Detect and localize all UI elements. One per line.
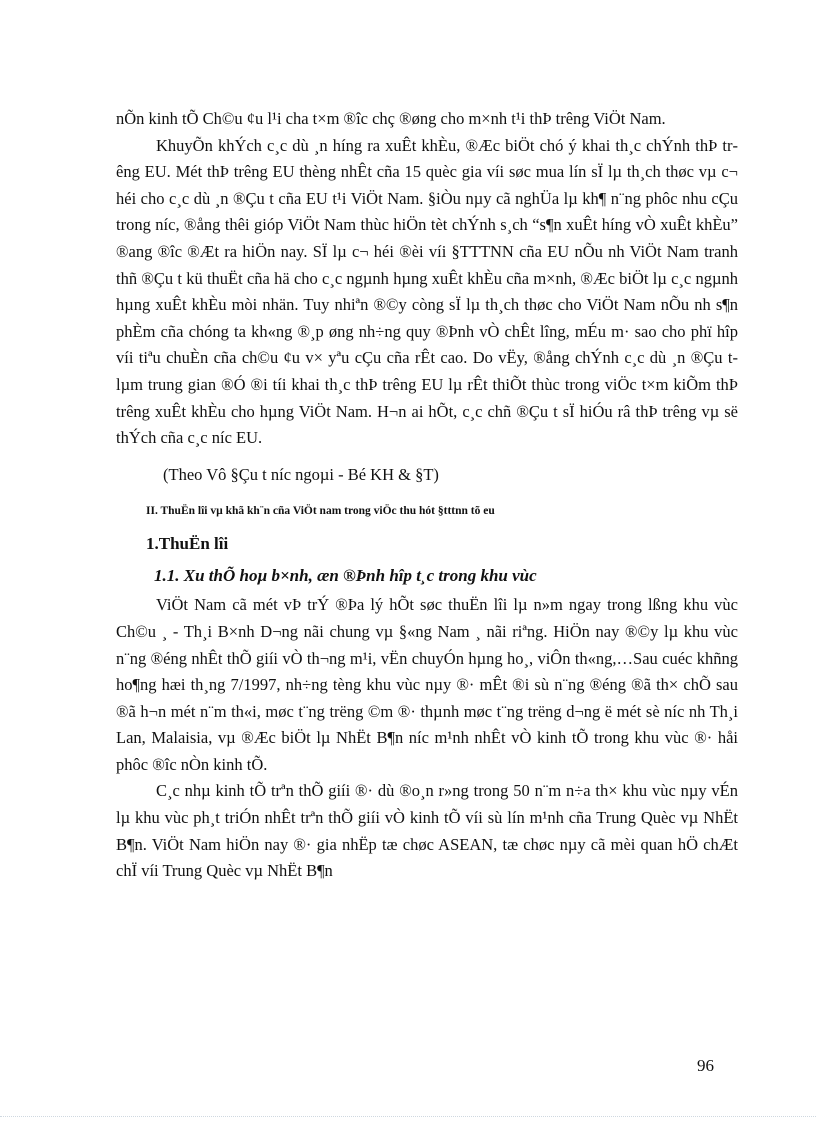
paragraph-1: nÕn kinh tÕ Ch©u ¢u l¹i cha t×m ®îc chç ®øng cho m×nh t¹i thÞ trêng ViÖt Nam. xyxy=(116,109,666,128)
page-bottom-divider xyxy=(0,1116,816,1117)
sub-heading: 1.ThuËn lîi xyxy=(146,534,229,554)
paragraph-3: ViÖt Nam cã mét vÞ trÝ ®Þa lý hÕt søc thuËn lîi lµ n»m ngay trong lßng khu vùc Ch©u ¸ - Th¸i B×nh D¬ng nãi chung vµ §«ng Nam ¸ nãi riªng. HiÖn nay ®©y lµ khu vùc n¨ng ®éng nhÊt thÕ giíi vÒ th¬ng m¹i, vËn chuyÓn hµng ho¸, viÔn th«ng,…Sau cuéc khñng ho¶ng hæi th¸ng 7/1997, nh÷ng tèng khu vùc nµy ®· mÊt ®i sù n¨ng ®éng ®ã th× chÕ sau ®ã h¬n mét n¨m th«i, møc t¨ng trëng ©m ®· thµnh møc t¨ng trëng d¬ng ë mét sè níc nh Th¸i Lan, Malaisia, vµ ®Æc biÖt lµ NhËt B¶n níc m¹nh nhÊt vÒ kinh tÕ trong khu vùc ®· håi phôc ®îc nÒn kinh tÕ. xyxy=(116,595,738,774)
paragraph-4: C¸c nhµ kinh tÕ trªn thÕ giíi ®· dù ®o¸n r»ng trong 50 n¨m n÷a th× khu vùc nµy vÉn lµ khu vùc ph¸t triÓn nhÊt trªn thÕ giíi vÒ kinh tÕ víi sù lín m¹nh cña Trung Quèc vµ NhËt B¶n. ViÖt Nam hiÖn nay ®· gia nhËp tæ chøc ASEAN, tæ chøc nµy cã mèi quan hÖ chÆt chÏ víi Trung Quèc vµ NhËt B¶n xyxy=(116,781,738,881)
paragraph-2: KhuyÕn khÝch c¸c dù ¸n híng ra xuÊt khÈu, ®Æc biÖt chó ý khai th¸c chÝnh thÞ trêng EU. Mét thÞ trêng EU thèng nhÊt cña 15 quèc gia víi søc mua lín sÏ lµ th¸ch thøc vµ c¬ héi cho c¸c dù ¸n ®Çu t cña EU t¹i ViÖt Nam. §iÒu nµy cã nghÜa lµ kh¶ n¨ng phôc nhu cÇu trong níc, ®ång thêi gióp ViÖt Nam thùc hiÖn tèt chÝnh s¸ch “s¶n xuÊt híng vÒ xuÊt khÈu” ®ang ®îc ®Æt ra hiÖn nay. SÏ lµ c¬ héi ®èi víi §TTTNN cña EU nÕu nh ViÖt Nam tranh thñ ®Çu t kü thuËt cña hä cho c¸c ngµnh hµng xuÊt khÈu cña m×nh, ®Æc biÖt lµ c¸c ngµnh hµng xuÊt khÈu mòi nhän. Tuy nhiªn ®©y còng sÏ lµ th¸ch thøc cho ViÖt Nam nÕu nh s¶n phÈm cña chóng ta kh«ng ®¸p øng nh÷ng quy ®Þnh vÒ chÊt lîng, mÉu m· sao cho phï hîp víi tiªu chuÈn cña ch©u ¢u v× yªu cÇu cña rÊt cao. Do vËy, ®ång chÝnh c¸c dù ¸n ®Çu t lµm trung gian ®Ó ®i tíi khai th¸c thÞ trêng EU lµ rÊt thiÕt thùc trong viÖc t×m kiÕm thÞ trêng xuÊt khÈu cho hµng ViÖt Nam. H¬n ai hÕt, c¸c chñ ®Çu t sÏ hiÓu râ thÞ trêng vµ së thÝch cña c¸c níc EU. xyxy=(116,135,738,448)
page-number: 96 xyxy=(697,1056,714,1075)
sub-sub-heading: 1.1. Xu thÕ hoµ b×nh, æn ®Þnh hîp t¸c trong khu vùc xyxy=(154,566,537,586)
section-heading: II. ThuËn lîi vµ khã kh¨n cña ViÖt nam trong viÖc thu hót §tttnn tõ eu xyxy=(146,505,495,518)
page-body xyxy=(116,106,738,885)
source-citation: (Theo Vô §Çu t níc ngoµi - Bé KH & §T) xyxy=(163,464,439,484)
